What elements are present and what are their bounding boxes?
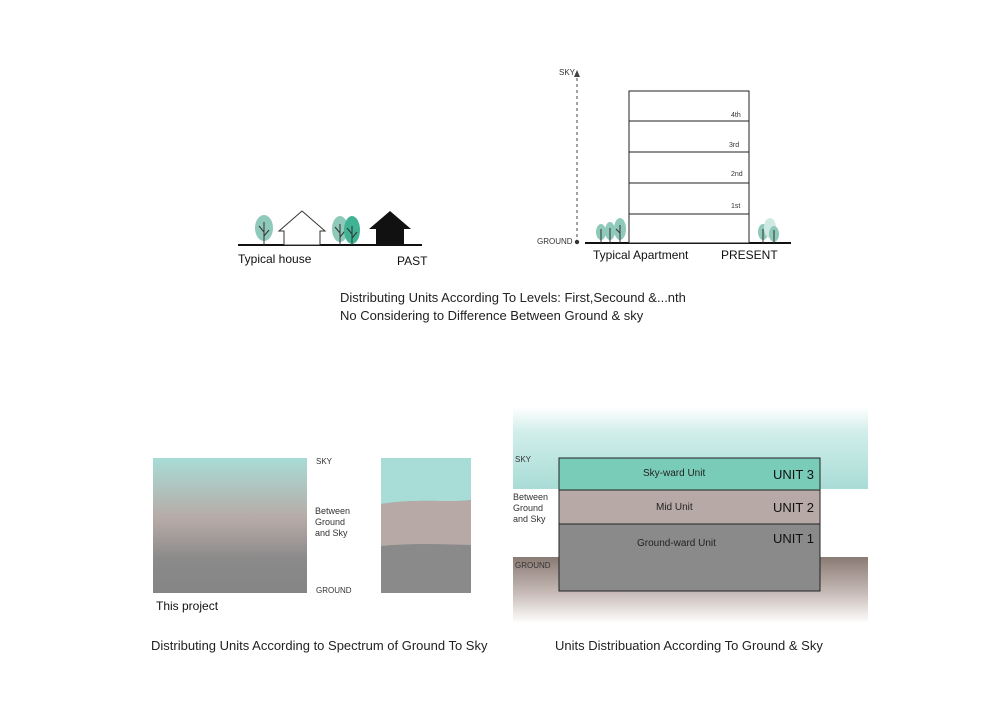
spectrum-between-label: Between Ground and Sky — [315, 506, 351, 538]
spectrum-layers-panel — [381, 458, 471, 593]
spectrum-ground-label: GROUND — [316, 586, 352, 595]
spectrum-gradient-panel — [153, 458, 307, 593]
past-era-label: PAST — [397, 254, 428, 268]
floor-label-3rd: 3rd — [729, 142, 740, 149]
house-solid-icon — [369, 211, 411, 245]
top-caption-line1: Distributing Units According To Levels: First,Secound &...nth — [340, 290, 686, 305]
unit-2-tag: UNIT 2 — [773, 500, 814, 515]
unit-3-tag: UNIT 3 — [773, 467, 814, 482]
units-caption: Units Distribuation According To Ground & Sky — [555, 638, 823, 653]
floor-label-2nd: 2nd — [731, 171, 743, 178]
unit-2-name: Mid Unit — [656, 502, 693, 513]
this-project-label: This project — [156, 599, 219, 613]
ground-dot — [575, 240, 579, 244]
units-ground-label: GROUND — [515, 561, 551, 570]
apartment-label: Typical Apartment — [593, 248, 689, 262]
present-scene — [574, 70, 791, 244]
tree-icon — [764, 218, 779, 243]
present-era-label: PRESENT — [721, 248, 778, 262]
top-caption-line2: No Considering to Difference Between Ground & sky — [340, 308, 644, 323]
unit-3-name: Sky-ward Unit — [643, 468, 706, 479]
tree-icon — [344, 216, 360, 245]
past-scene — [238, 211, 422, 245]
tree-icon — [605, 222, 615, 243]
tree-icon — [596, 224, 606, 243]
past-house-label: Typical house — [238, 252, 312, 266]
spectrum-caption: Distributing Units According to Spectrum of Ground To Sky — [151, 638, 488, 653]
house-outline-icon — [279, 211, 325, 245]
tree-icon — [255, 215, 273, 245]
floor-label-1st: 1st — [731, 203, 741, 210]
units-sky-label: SKY — [515, 455, 532, 464]
unit-1-tag: UNIT 1 — [773, 531, 814, 546]
units-between-label: Between Ground and Sky — [513, 492, 549, 524]
tree-icon — [614, 218, 626, 243]
spectrum-sky-label: SKY — [316, 457, 333, 466]
unit-1-name: Ground-ward Unit — [637, 538, 716, 549]
present-ground-label: GROUND — [537, 237, 573, 246]
floor-label-4th: 4th — [731, 112, 741, 119]
present-sky-label: SKY — [559, 68, 576, 77]
